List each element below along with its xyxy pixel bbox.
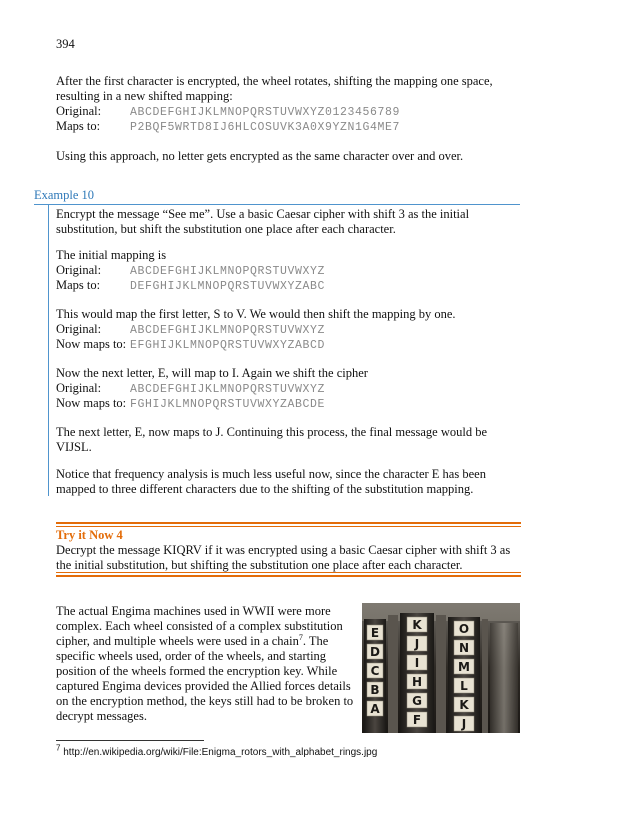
mapping2-original-row: Original: ABCDEFGHIJKLMNOPQRSTUVWXYZ xyxy=(56,322,326,337)
rotor-letter: B xyxy=(370,683,380,697)
rotor-letter: H xyxy=(411,675,423,689)
footnote-ref: 7 xyxy=(298,632,303,642)
enigma-line-3: cipher, and multiple wheels were used in a chain$^7$. The xyxy=(56,632,329,648)
enigma-line-8: decrypt messages. xyxy=(56,709,147,723)
rotor-letter: F xyxy=(412,713,422,727)
intro-conclusion: Using this approach, no letter gets encrypted as the same character over and over. xyxy=(56,149,464,163)
rotor-letter: K xyxy=(459,698,469,712)
rotor-letter: E xyxy=(370,626,380,640)
example-result-1: The next letter, E, now maps to J. Continuing this process, the final message would be xyxy=(56,425,488,439)
mapping1-original-row: Original: ABCDEFGHIJKLMNOPQRSTUVWXYZ xyxy=(56,263,326,278)
rotor-letter: J xyxy=(414,637,420,651)
rotor-letter: G xyxy=(412,694,422,708)
footnote xyxy=(56,745,377,760)
example-step-1: This would map the first letter, S to V. We would then shift the mapping by one. xyxy=(56,307,456,321)
try-it-bottom-rule-thick xyxy=(56,575,521,577)
rotor-letter: M xyxy=(458,660,470,674)
enigma-line-6: captured Engima devices provided the Allied forces details xyxy=(56,679,351,693)
rotor-letter: L xyxy=(460,679,468,693)
footnote-rule xyxy=(56,740,204,741)
enigma-rotors-illustration xyxy=(362,603,520,733)
page-number: 394 xyxy=(56,37,75,51)
mapping2-maps-row: Now maps to: EFGHIJKLMNOPQRSTUVWXYZABCD xyxy=(56,337,326,352)
footnote-number: 7 xyxy=(56,743,61,753)
maps-label: Maps to: xyxy=(56,119,101,133)
rotor-letter: J xyxy=(461,717,467,731)
try-it-line-2: the initial substitution, but shifting the substitution one place after each character. xyxy=(56,558,463,572)
original-value: ABCDEFGHIJKLMNOPQRSTUVWXYZ0123456789 xyxy=(130,106,401,119)
try-it-top-rule-thin xyxy=(56,526,521,527)
enigma-line-4: specific wheels used, order of the wheels, and starting xyxy=(56,649,327,663)
intro-line-2: resulting in a new shifted mapping: xyxy=(56,89,233,103)
try-it-line-1: Decrypt the message KIQRV if it was encrypted using a basic Caesar cipher with shift 3 as xyxy=(56,543,511,557)
footnote-text: http://en.wikipedia.org/wiki/File:Enigma_rotors_with_alphabet_rings.jpg xyxy=(60,747,378,758)
try-it-title: Try it Now 4 xyxy=(56,528,123,542)
enigma-line-1: The actual Engima machines used in WWII were more xyxy=(56,604,331,618)
try-it-top-rule-thick xyxy=(56,522,521,524)
mapping3-maps-row: Now maps to: FGHIJKLMNOPQRSTUVWXYZABCDE xyxy=(56,396,326,411)
rotor-letter: A xyxy=(370,702,380,716)
enigma-rotors-photo xyxy=(362,603,520,733)
mapping1-maps-row: Maps to: DEFGHIJKLMNOPQRSTUVWXYZABC xyxy=(56,278,326,293)
enigma-line-2: complex. Each wheel consisted of a complex substitution xyxy=(56,619,343,633)
rotor-letter: O xyxy=(458,622,470,636)
example-step-2: Now the next letter, E, will map to I. Again we shift the cipher xyxy=(56,366,368,380)
example-notice-2: mapped to three different characters due to the shifting of the substitution mapping. xyxy=(56,482,474,496)
example-result-2: VIJSL. xyxy=(56,440,92,454)
rotor-letter: I xyxy=(414,656,420,670)
original-label: Original: xyxy=(56,104,102,118)
maps-value: P2BQF5WRTD8IJ6HLCOSUVK3A0X9YZN1G4ME7 xyxy=(130,121,401,134)
intro-line-1: After the first character is encrypted, the wheel rotates, shifting the mapping one space, xyxy=(56,74,493,88)
rotor-letter: D xyxy=(370,645,380,659)
rotor-letter: K xyxy=(412,618,422,632)
initial-mapping-heading: The initial mapping is xyxy=(56,248,167,262)
intro-original-row xyxy=(56,104,400,120)
enigma-line-5: position of the wheels formed the encryption key. While xyxy=(56,664,338,678)
intro-maps-row xyxy=(56,119,400,135)
enigma-line-7: on the encryption method, the keys still had to be broken to xyxy=(56,694,354,708)
example-notice-1: Notice that frequency analysis is much less useful now, since the character E has been xyxy=(56,467,486,481)
example-prompt-2: substitution, but shift the substitution one place after each character. xyxy=(56,222,396,236)
example-top-rule xyxy=(34,204,520,205)
rotor-letter: C xyxy=(370,664,380,678)
example-side-rule xyxy=(48,204,49,496)
example-prompt-1: Encrypt the message “See me”. Use a basic Caesar cipher with shift 3 as the initial xyxy=(56,207,470,221)
try-it-bottom-rule-thin xyxy=(56,572,521,573)
mapping3-original-row: Original: ABCDEFGHIJKLMNOPQRSTUVWXYZ xyxy=(56,381,326,396)
example-title: Example 10 xyxy=(34,188,95,202)
rotor-letter: N xyxy=(458,641,470,655)
